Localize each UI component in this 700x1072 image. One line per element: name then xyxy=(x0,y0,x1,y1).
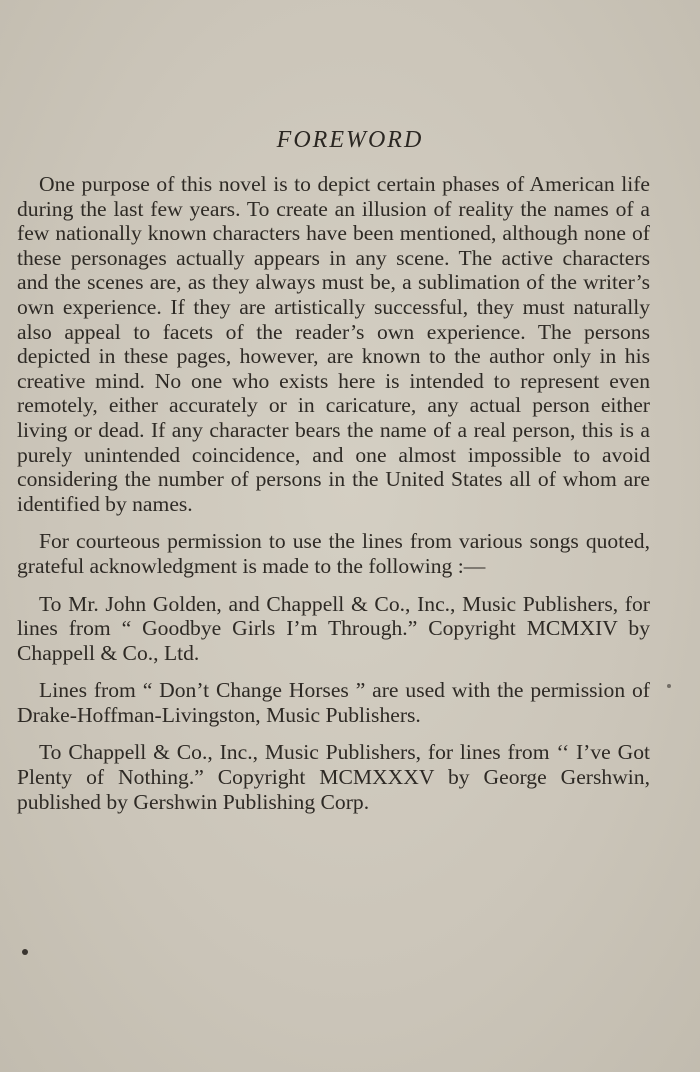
paragraph-golden-credit: To Mr. John Golden, and Chappell & Co., Inc., Music Publishers, for lines from “ Goodbye Girls I’m Through.” Copyright MCMXIV by Chappell & Co., Ltd. xyxy=(17,591,650,665)
paragraph-purpose: One purpose of this novel is to depict certain phases of American life during the last few years. To create an illusion of reality the names of a few nationally known characters have been mentioned, although none of these personages actually appears in any scene. The active characters and the scenes are, as they always must be, a sublimation of the writer’s own experience. If they are artistically successful, they must naturally also appeal to facets of the reader’s own experience. The persons depicted in these pages, however, are known to the author only in his creative mind. No one who exists here is intended to represent even remotely, either accurately or in caricature, any actual person either living or dead. If any character bears the name of a real person, this is a purely unintended coincidence, and one almost impossible to avoid considering the number of persons in the United States all of whom are identified by names. xyxy=(17,172,650,516)
foreword-body xyxy=(17,172,650,814)
paragraph-horses-credit: Lines from “ Don’t Change Horses ” are used with the permission of Drake-Hoffman-Livingston, Music Publishers. xyxy=(17,678,650,727)
page-title: FOREWORD xyxy=(276,127,424,153)
paragraph-gershwin-credit: To Chappell & Co., Inc., Music Publishers, for lines from ‘‘ I’ve Got Plenty of Nothing.” Copyright MCMXXXV by George Gershwin, published by Gershwin Publishing Corp. xyxy=(17,740,650,814)
ink-speck xyxy=(667,684,671,688)
ink-speck xyxy=(22,949,28,955)
paragraph-permission: For courteous permission to use the lines from various songs quoted, grateful acknowledgment is made to the following :— xyxy=(17,529,650,578)
